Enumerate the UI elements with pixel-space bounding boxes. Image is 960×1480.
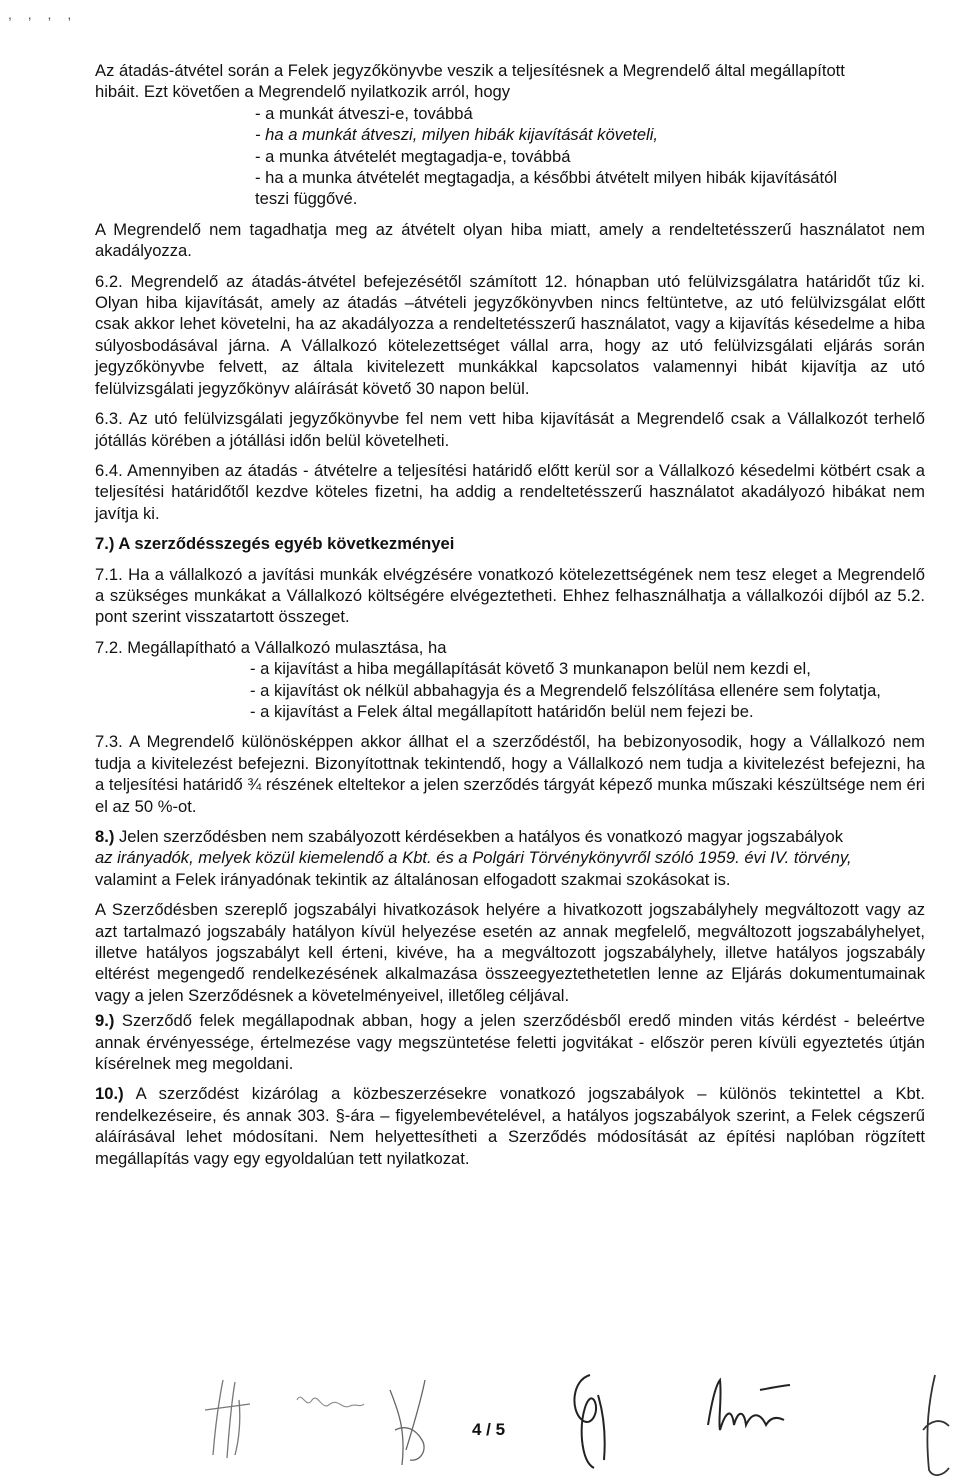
section-8-number: 8.) [95, 827, 115, 846]
signature-2 [292, 1370, 367, 1430]
section-9-text: Szerződő felek megállapodnak abban, hogy a jelen szerződésből eredő minden vitás kérdést - beleértve annak érvényessége, értelmezése vagy megszüntetése feletti jogvitákat - először peren kívüli egyeztetés útján kísérelnek meg megoldani. [95, 1011, 925, 1074]
section-8-text-a: Jelen szerződésben nem szabályozott kérdésekben a hatályos és vonatkozó magyar jogszabályok [114, 827, 844, 846]
para1-line1: Az átadás-átvétel során a Felek jegyzőkönyvbe veszik a teljesítésnek a Megrendelő által megállapított [95, 61, 845, 80]
signature-6 [915, 1370, 960, 1480]
section-9 [95, 1010, 925, 1074]
document-body [95, 60, 925, 1169]
signature-1 [195, 1370, 265, 1460]
section-6-3: 6.3. Az utó felülvizsgálati jegyzőkönyvbe fel nem vett hiba kijavítását a Megrendelő csak a Vállalkozót terhelő jótállás körében a jótállási időn belül követelheti. [95, 409, 925, 450]
list1-item: - a munkát átveszi-e, továbbá [255, 103, 473, 123]
section-6-4: 6.4. Amennyiben az átadás - átvételre a teljesítési határidő előtt kerül sor a Vállalkozó késedelmi kötbért csak a teljesítési határidőtől kezdve köteles fizetni, ha addig a rendeltetésszerű használatot akadályozó hibákat nem javítja ki. [95, 460, 925, 523]
section-10 [95, 1083, 925, 1169]
section-7-2-intro: 7.2. Megállapítható a Vállalkozó mulasztása, ha [95, 637, 447, 657]
section-7-3: 7.3. A Megrendelő különösképpen akkor állhat el a szerződéstől, ha bebizonyosodik, hogy a Vállalkozó nem tudja a kivitelezést befejezni. Bizonyítottnak tekintendő, hogy a Vállalkozó nem tudja a kivitelezést befejezni, ha a teljesítési határidő ¾ részének elteltekor a jelen szerződés tárgyát képező munka műszaki készültsége nem éri el az 50 %-ot. [95, 732, 925, 816]
section-6-2: 6.2. Megrendelő az átadás-átvétel befejezésétől számított 12. hónapban utó felülvizsgálatra határidőt tűz ki. Olyan hiba kijavítását, amely az átadás –átvételi jegyzőkönyvben nincs feltüntetve, az utó felülvizsgálat előtt csak akkor lehet követelni, ha az akadályozza a rendeltetésszerű használatot, vagy a kijavítás késedelme a hiba súlyosbodásával járna. A Vállalkozó kötelezettséget vállal arra, hogy az utó felülvizsgálati eljárás során jegyzőkönyvbe felvett, az általa kivitelezett munkákkal kapcsolatos valamennyi hibát kijavítja az utó felülvizsgálati jegyzőkönyv aláírását követő 30 napon belül. [95, 271, 925, 398]
corner-marks: , , , , [8, 6, 78, 22]
section-9-number: 9.) [95, 1011, 115, 1031]
para2: A Megrendelő nem tagadhatja meg az átvételt olyan hiba miatt, amely a rendeltetésszerű használatot nem akadályozza. [95, 219, 925, 261]
signature-4 [560, 1370, 620, 1470]
section-8-para2: A Szerződésben szereplő jogszabályi hivatkozások helyére a hivatkozott jogszabályhely megváltozott vagy az azt tartalmazó jogszabály hatályon kívül helyezése esetén az annak megfelelő, megváltozott jogszabályhelyet, illetve hatályos jogszabályt kell érteni, kivéve, ha a megváltozott jogszabályhely, illetve hatályos jogszabály eltérést megengedő rendelkezésének alkalmazása összeegyeztethetetlen lenne az Eljárás dokumentumainak vagy a jelen Szerződésnek a követelményeivel, illetőleg céljával. [95, 900, 925, 1005]
section-8 [95, 826, 925, 847]
list1-item: teszi függővé. [255, 189, 358, 209]
list72-item: - a kijavítást ok nélkül abbahagyja és a Megrendelő felszólítása ellenére sem folytatja, [250, 680, 881, 700]
list72-item: - a kijavítást a hiba megállapítását követő 3 munkanapon belül nem kezdi el, [250, 659, 811, 679]
section-10-number: 10.) [95, 1084, 124, 1104]
section-8-text-b: az irányadók, melyek közül kiemelendő a Kbt. és a Polgári Törvénykönyvről szóló 1959. évi IV. törvény, [95, 848, 852, 868]
list72-item: - a kijavítást a Felek által megállapított határidőn belül nem fejezi be. [250, 701, 754, 721]
section-7-1: 7.1. Ha a vállalkozó a javítási munkák elvégzésére vonatkozó kötelezettségének nem tesz eleget a Megrendelő a szükséges munkákat a Vállalkozó költségére elvégeztetheti. Ehhez felhasználhatja a vállalkozói díjból az 5.2. pont szerint visszatartott összeget. [95, 564, 925, 627]
section-10-text: A szerződést kizárólag a közbeszerzésekre vonatkozó jogszabályok – különös tekintettel a Kbt. rendelkezéseire, és annak 303. §-ára – figyelembevételével, a hatályos jogszabályok szerint, a Felek cégszerű aláírásával lehet módosítani. Nem helyettesítheti a Szerződés módosítását az építési naplóban rögzített megállapítás vagy egy egyoldalúan tett nyilatkozat. [95, 1084, 925, 1168]
heading-7: 7.) A szerződésszegés egyéb következményei [95, 534, 455, 554]
para1-line2: hibáit. Ezt követően a Megrendelő nyilatkozik arról, hogy [95, 82, 511, 102]
list1-item: - a munka átvételét megtagadja-e, továbbá [255, 146, 571, 166]
section-8-text-c: valamint a Felek irányadónak tekintik az általánosan elfogadott szakmai szokásokat is. [95, 869, 731, 889]
signature-5 [700, 1370, 795, 1440]
signature-3 [380, 1370, 450, 1470]
list1-item: - ha a munka átvételét megtagadja, a későbbi átvételt milyen hibák kijavításától [255, 168, 838, 188]
page-number: 4 / 5 [472, 1420, 506, 1439]
list1-item: - ha a munkát átveszi, milyen hibák kijavítását követeli, [255, 125, 659, 145]
list-7-2 [95, 658, 925, 722]
